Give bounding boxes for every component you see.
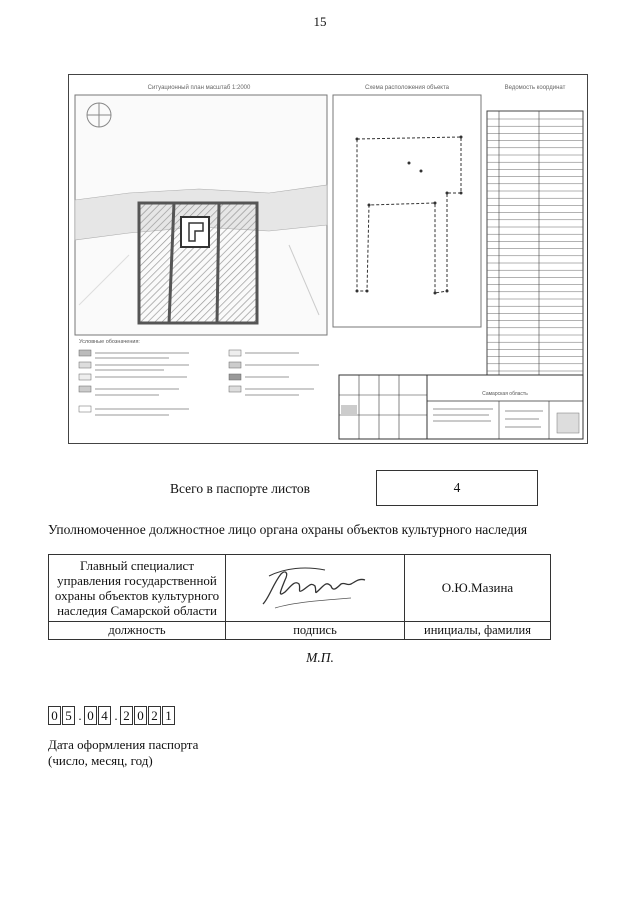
position-line: наследия Самарской области xyxy=(57,603,217,618)
position-line: управления государственной xyxy=(57,573,217,588)
plan-title-left: Ситуационный план масштаб 1:2000 xyxy=(147,85,251,91)
caption-name: инициалы, фамилия xyxy=(405,622,551,640)
signature-cell xyxy=(226,555,405,622)
signature-table xyxy=(48,554,551,640)
position-line: Главный специалист xyxy=(79,558,195,573)
caption-position: должность xyxy=(49,622,226,640)
stamp-region-text: Самарская область xyxy=(482,391,528,397)
date-digit: 2 xyxy=(120,706,133,725)
date-digit: 1 xyxy=(162,706,175,725)
stamp-place-label: М.П. xyxy=(306,650,334,665)
site-plan-drawing xyxy=(69,75,589,445)
site-plan-sheet xyxy=(68,74,588,444)
date-boxes xyxy=(48,706,176,725)
plan-title-center: Схема расположения объекта xyxy=(365,85,449,91)
plan-title-right: Ведомость координат xyxy=(504,85,566,91)
legend-title: Условные обозначения: xyxy=(79,339,140,345)
authorized-official-title: Уполномоченное должностное лицо органа охраны объектов культурного наследия xyxy=(48,522,528,537)
date-digit: 4 xyxy=(98,706,111,725)
date-caption-line: (число, месяц, год) xyxy=(48,753,153,768)
date-digit: 0 xyxy=(84,706,97,725)
page-number: 15 xyxy=(313,14,327,29)
date-separator: . xyxy=(78,708,82,723)
date-digit: 5 xyxy=(62,706,75,725)
position-cell xyxy=(49,555,226,622)
total-sheets-value: 4 xyxy=(376,470,538,506)
caption-signature: подпись xyxy=(226,622,405,640)
handwritten-signature xyxy=(255,558,375,614)
name-cell: О.Ю.Мазина xyxy=(405,555,551,622)
date-digit: 0 xyxy=(48,706,61,725)
date-digit: 0 xyxy=(134,706,147,725)
position-line: охраны объектов культурного xyxy=(54,588,220,603)
date-separator: . xyxy=(114,708,118,723)
date-caption xyxy=(48,737,198,769)
date-caption-line: Дата оформления паспорта xyxy=(48,737,199,752)
date-digit: 2 xyxy=(148,706,161,725)
total-sheets-label: Всего в паспорте листов xyxy=(170,481,311,496)
